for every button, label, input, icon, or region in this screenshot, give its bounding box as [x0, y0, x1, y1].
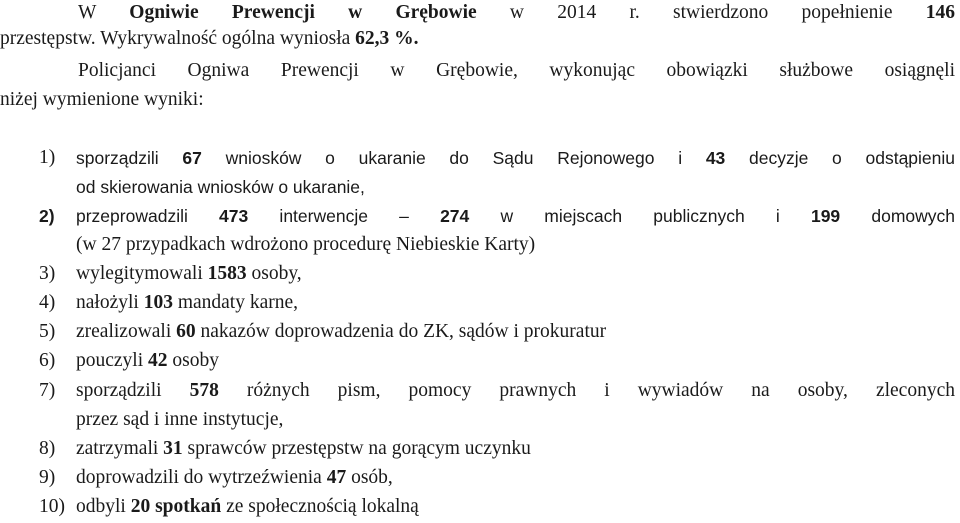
list-item-num: 7): [39, 380, 56, 401]
list-item-num: 2): [39, 206, 55, 226]
list-item-continuation: przez sąd i inne instytucje,: [76, 409, 284, 430]
detection-rate: 62,3 %.: [355, 28, 419, 49]
text: w 2014 r. stwierdzono popełnienie: [476, 2, 926, 23]
list-item-num: 10): [39, 496, 65, 517]
list-item-num: 6): [39, 350, 56, 371]
list-item: sporządzili 578 różnych pism, pomocy prawnych i wywiadów na osoby, zleconych: [76, 380, 955, 401]
list-item: odbyli 20 spotkań ze społecznością lokalną: [76, 496, 419, 517]
intro-line-4: [0, 87, 204, 113]
list-item-num: 5): [39, 321, 56, 342]
list-item-num: 9): [39, 467, 56, 488]
list-item: wylegitymowali 1583 osoby,: [76, 263, 302, 284]
list-item: przeprowadzili 473 interwencje – 274 w miejscach publicznych i 199 domowych: [76, 206, 956, 226]
list-item: pouczyli 42 osoby: [76, 350, 219, 371]
text: niżej wymienione wyniki:: [0, 89, 204, 110]
list-item: sporządzili 67 wniosków o ukaranie do Sądu Rejonowego i 43 decyzje o odstąpieniu: [76, 148, 956, 168]
intro-line-1: [78, 0, 955, 26]
list-item: zrealizowali 60 nakazów doprowadzenia do ZK, sądów i prokuratur: [76, 321, 607, 342]
list-item-num: 4): [39, 292, 56, 313]
text: Policjanci Ogniwa Prewencji w Grębowie, wykonując obowiązki służbowe osiągnęli: [78, 60, 955, 81]
text: przestępstw. Wykrywalność ogólna wyniosła: [0, 28, 356, 49]
list-item-num: 1): [39, 147, 56, 168]
list-item-num: 8): [39, 438, 56, 459]
intro-line-3: [78, 58, 955, 84]
list-item: zatrzymali 31 sprawców przestępstw na gorącym uczynku: [76, 438, 531, 459]
list-item-continuation: od skierowania wniosków o ukaranie,: [76, 177, 365, 197]
location-name: Ogniwie Prewencji w Grębowie: [129, 2, 477, 23]
list-item-num: 3): [39, 263, 56, 284]
list-item: doprowadzili do wytrzeźwienia 47 osób,: [76, 467, 393, 488]
list-item-continuation: (w 27 przypadkach wdrożono procedurę Niebieskie Karty): [76, 234, 536, 255]
crime-count: 146: [925, 2, 955, 23]
intro-line-2: [0, 26, 419, 52]
text: W: [78, 2, 130, 23]
list-item: nałożyli 103 mandaty karne,: [76, 292, 299, 313]
